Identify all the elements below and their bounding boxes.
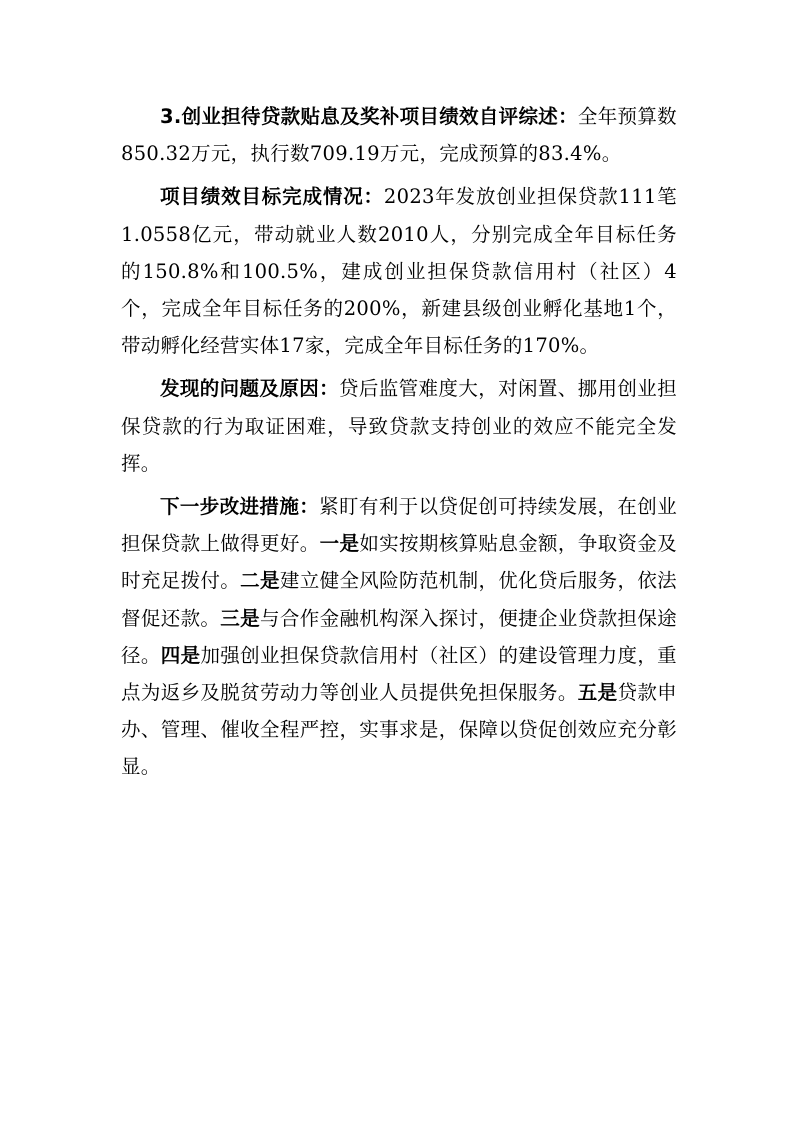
measure-label-3: 三是 <box>220 606 261 630</box>
paragraph-problems <box>121 370 677 482</box>
measure-label-2: 二是 <box>240 569 280 593</box>
measure-label-5: 五是 <box>577 681 618 705</box>
heading-goal-completion: 项目绩效目标完成情况： <box>160 185 384 209</box>
measure-text-3: 与合作金融机构深入探讨，便捷企业贷款担保途径。 <box>121 606 677 667</box>
measure-text-4: 加强创业担保贷款信用村（社区）的建设管理力度，重点为返乡及脱贫劳动力等创业人员提供免担保服务。 <box>121 643 677 705</box>
paragraph-goal-completion <box>121 178 677 364</box>
paragraph-improvements <box>121 488 677 786</box>
text-goal-completion: 2023年发放创业担保贷款111笔1.0558亿元，带动就业人数2010人，分别完成全年目标任务的150.8%和100.5%，建成创业担保贷款信用村（社区）4个，完成全年目标任务的200%，新建县级创业孵化基地1个，带动孵化经营实体17家，完成全年目标任务的170%。 <box>121 185 677 358</box>
measure-text-1: 如实按期核算贴息金额，争取资金及时充足拨付。 <box>121 532 677 593</box>
measure-label-4: 四是 <box>160 643 201 667</box>
measure-text-5: 贷款申办、管理、催收全程严控，实事求是，保障以贷促创效应充分彰显。 <box>121 681 677 779</box>
paragraph-budget-summary <box>121 98 677 172</box>
measure-text-2: 建立健全风险防范机制，优化贷后服务，依法督促还款。 <box>121 569 677 630</box>
measure-label-1: 一是 <box>319 532 360 556</box>
text-budget-summary: 全年预算数850.32万元，执行数709.19万元，完成预算的83.4%。 <box>121 105 677 166</box>
heading-budget-summary: 3.创业担待贷款贴息及奖补项目绩效自评综述： <box>160 105 578 128</box>
heading-improvements: 下一步改进措施： <box>160 495 320 519</box>
text-improvements-intro: 紧盯有利于以贷促创可持续发展，在创业担保贷款上做得更好。 <box>121 495 677 556</box>
document-body <box>121 98 677 792</box>
text-problems: 贷后监管难度大，对闲置、挪用创业担保贷款的行为取证困难，导致贷款支持创业的效应不能完全发挥。 <box>121 377 678 475</box>
heading-problems: 发现的问题及原因： <box>160 377 339 401</box>
